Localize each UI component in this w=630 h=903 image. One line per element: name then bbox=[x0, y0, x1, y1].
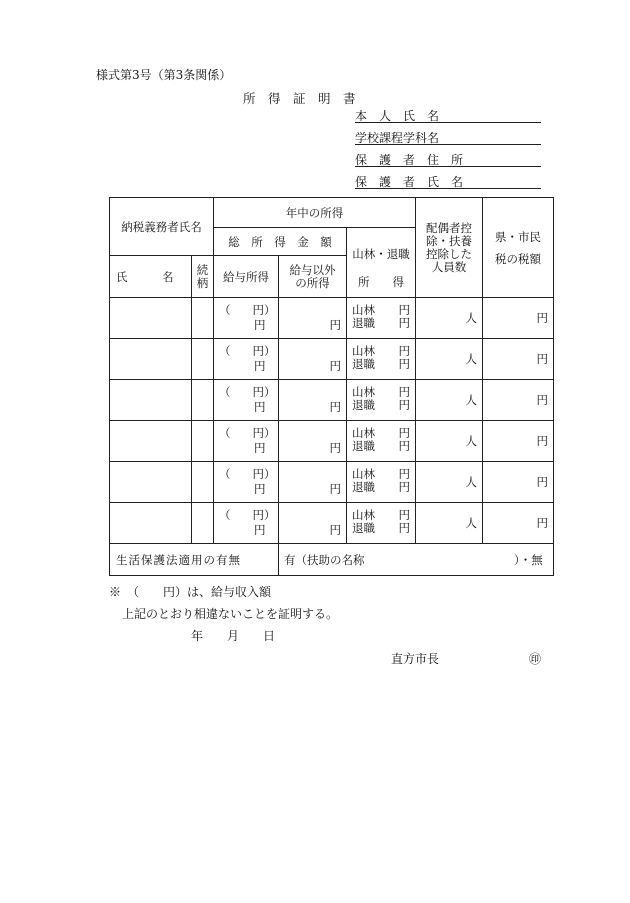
salary-income-cell[interactable] bbox=[214, 421, 279, 462]
yen-unit: 円 bbox=[536, 352, 548, 366]
dependents-cell[interactable] bbox=[416, 298, 483, 339]
relation-cell[interactable] bbox=[192, 380, 214, 421]
table-row bbox=[110, 503, 554, 544]
yen-unit: 円 bbox=[398, 439, 410, 453]
yen-unit: 円 bbox=[329, 441, 341, 455]
footnote: ※ （ 円）は、給与収入額 bbox=[109, 585, 272, 599]
yen-unit: 円 bbox=[536, 475, 548, 489]
yen-unit: 円 bbox=[398, 398, 410, 412]
salary-income-cell[interactable] bbox=[214, 339, 279, 380]
retire-label: 退職 bbox=[352, 439, 375, 453]
yen-paren: 円） bbox=[252, 344, 276, 358]
forest-retire-cell[interactable] bbox=[347, 421, 416, 462]
annual-income-header: 年中の所得 bbox=[214, 198, 416, 228]
form-number: 様式第3号（第3条関係） bbox=[96, 68, 232, 82]
relation-cell[interactable] bbox=[192, 339, 214, 380]
table-row bbox=[110, 462, 554, 503]
table-row bbox=[110, 421, 554, 462]
yen-unit: 円 bbox=[398, 357, 410, 371]
yen-unit: 円 bbox=[398, 385, 410, 399]
income-rows bbox=[110, 298, 554, 544]
yen-unit: 円 bbox=[329, 359, 341, 373]
forest-retire-header: 山林・退職 bbox=[352, 247, 410, 261]
salary-income-cell[interactable] bbox=[214, 503, 279, 544]
tax-cell[interactable] bbox=[483, 421, 554, 462]
forest-retire-cell[interactable] bbox=[347, 503, 416, 544]
tax-cell[interactable] bbox=[483, 380, 554, 421]
persons-unit: 人 bbox=[465, 475, 477, 489]
salary-income-header: 給与所得 bbox=[214, 256, 279, 298]
student-name-label: 本 人 氏 名 bbox=[355, 109, 440, 123]
name-header: 氏 名 bbox=[110, 256, 192, 298]
school-course-field[interactable] bbox=[355, 129, 541, 145]
tax-cell[interactable] bbox=[483, 462, 554, 503]
yen-unit: 円 bbox=[536, 434, 548, 448]
forest-label: 山林 bbox=[352, 467, 375, 481]
certification-text: 上記のとおり相違ないことを証明する。 bbox=[122, 607, 339, 621]
yen-unit: 円 bbox=[254, 359, 266, 373]
yen-paren: 円） bbox=[252, 385, 276, 399]
dependents-cell[interactable] bbox=[416, 380, 483, 421]
dependents-cell[interactable] bbox=[416, 421, 483, 462]
yen-unit: 円 bbox=[398, 426, 410, 440]
relation-cell[interactable] bbox=[192, 298, 214, 339]
total-income-header: 総 所 得 金 額 bbox=[214, 228, 347, 256]
yen-unit: 円 bbox=[254, 482, 266, 496]
forest-retire-cell[interactable] bbox=[347, 380, 416, 421]
document-title: 所 得 証 明 書 bbox=[243, 91, 356, 106]
yen-unit: 円 bbox=[398, 467, 410, 481]
retire-label: 退職 bbox=[352, 316, 375, 330]
tax-cell[interactable] bbox=[483, 503, 554, 544]
salary-income-cell[interactable] bbox=[214, 380, 279, 421]
dependents-cell[interactable] bbox=[416, 462, 483, 503]
non-salary-income-cell[interactable] bbox=[279, 503, 347, 544]
issuer-name: 直方市長 bbox=[391, 652, 440, 666]
guardian-name-label: 保 護 者 氏 名 bbox=[355, 175, 464, 189]
retire-label: 退職 bbox=[352, 521, 375, 535]
school-course-label: 学校課程学科名 bbox=[355, 131, 440, 145]
non-salary-income-cell[interactable] bbox=[279, 298, 347, 339]
paren-open: （ bbox=[219, 426, 231, 440]
forest-retire-cell[interactable] bbox=[347, 298, 416, 339]
yen-paren: 円） bbox=[252, 426, 276, 440]
retire-label: 退職 bbox=[352, 398, 375, 412]
non-salary-income-cell[interactable] bbox=[279, 339, 347, 380]
relation-cell[interactable] bbox=[192, 421, 214, 462]
persons-unit: 人 bbox=[465, 516, 477, 530]
retire-label: 退職 bbox=[352, 480, 375, 494]
forest-retire-cell[interactable] bbox=[347, 339, 416, 380]
income-table bbox=[109, 197, 554, 576]
persons-unit: 人 bbox=[465, 393, 477, 407]
table-row bbox=[110, 339, 554, 380]
forest-retire-cell[interactable] bbox=[347, 462, 416, 503]
non-salary-income-cell[interactable] bbox=[279, 462, 347, 503]
non-salary-income-cell[interactable] bbox=[279, 421, 347, 462]
table-row bbox=[110, 380, 554, 421]
taxpayer-name-cell[interactable] bbox=[110, 462, 192, 503]
yen-unit: 円 bbox=[329, 482, 341, 496]
tax-cell[interactable] bbox=[483, 298, 554, 339]
date-line[interactable]: 年 月 日 bbox=[191, 629, 276, 643]
taxpayer-name-cell[interactable] bbox=[110, 421, 192, 462]
tax-header: 県・市民税の税額 bbox=[483, 198, 554, 298]
forest-label: 山林 bbox=[352, 344, 375, 358]
guardian-address-field[interactable] bbox=[355, 151, 541, 167]
dependents-cell[interactable] bbox=[416, 503, 483, 544]
retire-label: 退職 bbox=[352, 357, 375, 371]
yen-paren: 円） bbox=[252, 467, 276, 481]
persons-unit: 人 bbox=[465, 352, 477, 366]
non-salary-income-header: 給与以外の所得 bbox=[279, 256, 347, 298]
dependents-header: 配偶者控除・扶養控除した人員数 bbox=[416, 198, 483, 298]
non-salary-income-cell[interactable] bbox=[279, 380, 347, 421]
persons-unit: 人 bbox=[465, 434, 477, 448]
salary-income-cell[interactable] bbox=[214, 462, 279, 503]
tax-cell[interactable] bbox=[483, 339, 554, 380]
yen-unit: 円 bbox=[398, 344, 410, 358]
taxpayer-name-header: 納税義務者氏名 bbox=[110, 198, 214, 256]
yen-unit: 円 bbox=[398, 480, 410, 494]
taxpayer-name-cell[interactable] bbox=[110, 380, 192, 421]
paren-open: （ bbox=[219, 344, 231, 358]
welfare-value[interactable]: 有（扶助の名称 ）・無 bbox=[279, 544, 554, 576]
paren-open: （ bbox=[219, 385, 231, 399]
yen-paren: 円） bbox=[252, 508, 276, 522]
yen-unit: 円 bbox=[398, 316, 410, 330]
yen-unit: 円 bbox=[329, 400, 341, 414]
persons-unit: 人 bbox=[465, 311, 477, 325]
yen-unit: 円 bbox=[254, 441, 266, 455]
yen-unit: 円 bbox=[254, 523, 266, 537]
yen-unit: 円 bbox=[536, 393, 548, 407]
forest-retire-header-cell bbox=[347, 228, 416, 298]
relation-cell[interactable] bbox=[192, 503, 214, 544]
welfare-label: 生活保護法適用の有無 bbox=[110, 544, 279, 576]
paren-open: （ bbox=[219, 508, 231, 522]
dependents-cell[interactable] bbox=[416, 339, 483, 380]
forest-label: 山林 bbox=[352, 508, 375, 522]
yen-unit: 円 bbox=[329, 523, 341, 537]
guardian-name-field[interactable] bbox=[355, 173, 541, 189]
yen-unit: 円 bbox=[536, 516, 548, 530]
taxpayer-name-cell[interactable] bbox=[110, 298, 192, 339]
table-row bbox=[110, 298, 554, 339]
forest-retire-income-header: 所 得 bbox=[358, 275, 404, 289]
guardian-address-label: 保 護 者 住 所 bbox=[355, 153, 464, 167]
relation-cell[interactable] bbox=[192, 462, 214, 503]
yen-paren: 円） bbox=[252, 303, 276, 317]
forest-label: 山林 bbox=[352, 303, 375, 317]
student-name-field[interactable] bbox=[355, 107, 541, 123]
yen-unit: 円 bbox=[398, 521, 410, 535]
taxpayer-name-cell[interactable] bbox=[110, 503, 192, 544]
paren-open: （ bbox=[219, 303, 231, 317]
yen-unit: 円 bbox=[398, 508, 410, 522]
paren-open: （ bbox=[219, 467, 231, 481]
yen-unit: 円 bbox=[329, 318, 341, 332]
yen-unit: 円 bbox=[398, 303, 410, 317]
relation-header: 続柄 bbox=[192, 256, 214, 298]
yen-unit: 円 bbox=[536, 311, 548, 325]
salary-income-cell[interactable] bbox=[214, 298, 279, 339]
forest-label: 山林 bbox=[352, 426, 375, 440]
seal-mark: ㊞ bbox=[529, 652, 542, 666]
forest-label: 山林 bbox=[352, 385, 375, 399]
yen-unit: 円 bbox=[254, 400, 266, 414]
taxpayer-name-cell[interactable] bbox=[110, 339, 192, 380]
yen-unit: 円 bbox=[254, 318, 266, 332]
